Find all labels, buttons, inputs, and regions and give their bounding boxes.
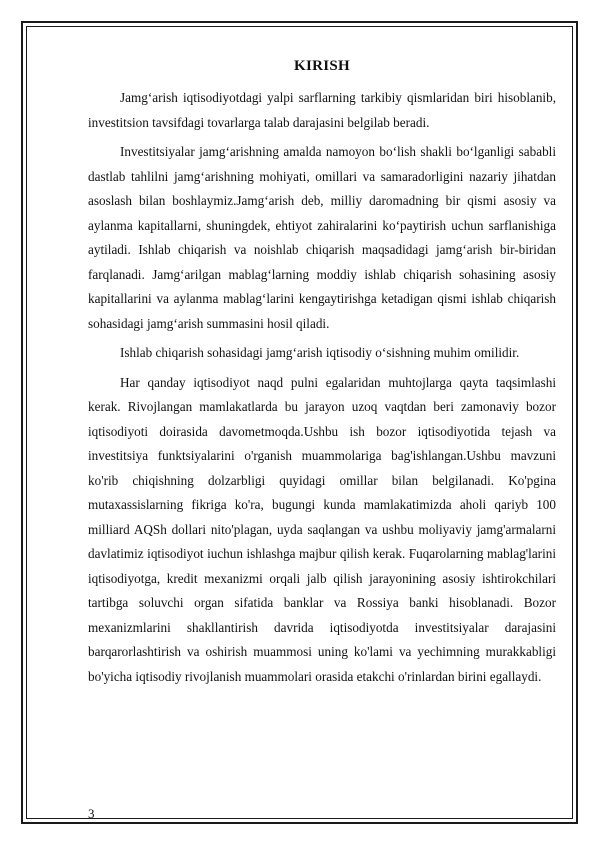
page-number: 3 xyxy=(88,806,95,821)
paragraph-3: Ishlab chiqarish sohasidagi jamg‘arish iqtisodiy o‘sishning muhim omilidir. xyxy=(120,345,520,360)
page-content xyxy=(88,58,556,694)
paragraph-1: Jamg‘arish iqtisodiyotdagi yalpi sarflarning tarkibiy qismlaridan biri hisoblanib, investitsion tavsifdagi tovarlarga talab darajasini belgilab beradi. xyxy=(88,90,556,130)
paragraph-4: Har qanday iqtisodiyot naqd pulni egalaridan muhtojlarga qayta taqsimlashi kerak. Rivojlangan mamlakatlarda bu jarayon uzoq vaqtdan beri zamonaviy bozor iqtisodiyoti doirasida davometmoqda.Ushbu ish bozor iqtisodiyotida tejash va investitsiya funktsiyalarini o'rganish muammolariga bag'ishlangan.Ushbu mavzuni ko'rib chiqishning dolzarbligi quyidagi omillar bilan belgilanadi. Ko'pgina mutaxassislarning fikriga ko'ra, bugungi kunda mamlakatimizda aholi qariyb 100 milliard AQSh dollari nito'plagan, uyda saqlangan va ushbu moliyaviy jamg'armalarni davlatimiz iqtisodiyot iuchun ishlashga majbur qilish kerak. Fuqarolarning mablag'larini iqtisodiyotga, kredit mexanizmi orqali jalb qilish jarayonining asosiy ishtirokchilari tartibga soluvchi organ sifatida banklar va Rossiya banki hisoblanadi. Bozor mexanizmlarini shakllantirish davrida iqtisodiyotda investitsiyalar darajasini barqarorlashtirish va oshirish muammosi uning ko'lami va yechimning murakkabligi bo'yicha iqtisodiy rivojlanish muammolari orasida etakchi o'rinlardan birini egallaydi. xyxy=(88,374,556,684)
section-title: KIRISH xyxy=(294,58,350,74)
paragraph-2: Investitsiyalar jamg‘arishning amalda namoyon bo‘lish shakli bo‘lganligi sababli dastlab tahlilni jamg‘arishning mohiyati, omillari va samaradorligini nazariy jihatdan asoslash bilan boshlaymiz.Jamg‘arish deb, milliy daromadning bir qismi asosiy va aylanma kapitallarni, shuningdek, ehtiyot zahiralarini ko‘paytirish uchun sarflanishiga aytiladi. Ishlab chiqarish va noishlab chiqarish maqsadidagi jamg‘arish bir-biridan farqlanadi. Jamg‘arilgan mablag‘larning moddiy ishlab chiqarish sohasining asosiy kapitallarini va aylanma mablag‘larini kengaytirishga ketadigan qismi ishlab chiqarish sohasidagi jamg‘arish summasini hosil qiladi. xyxy=(88,144,556,331)
